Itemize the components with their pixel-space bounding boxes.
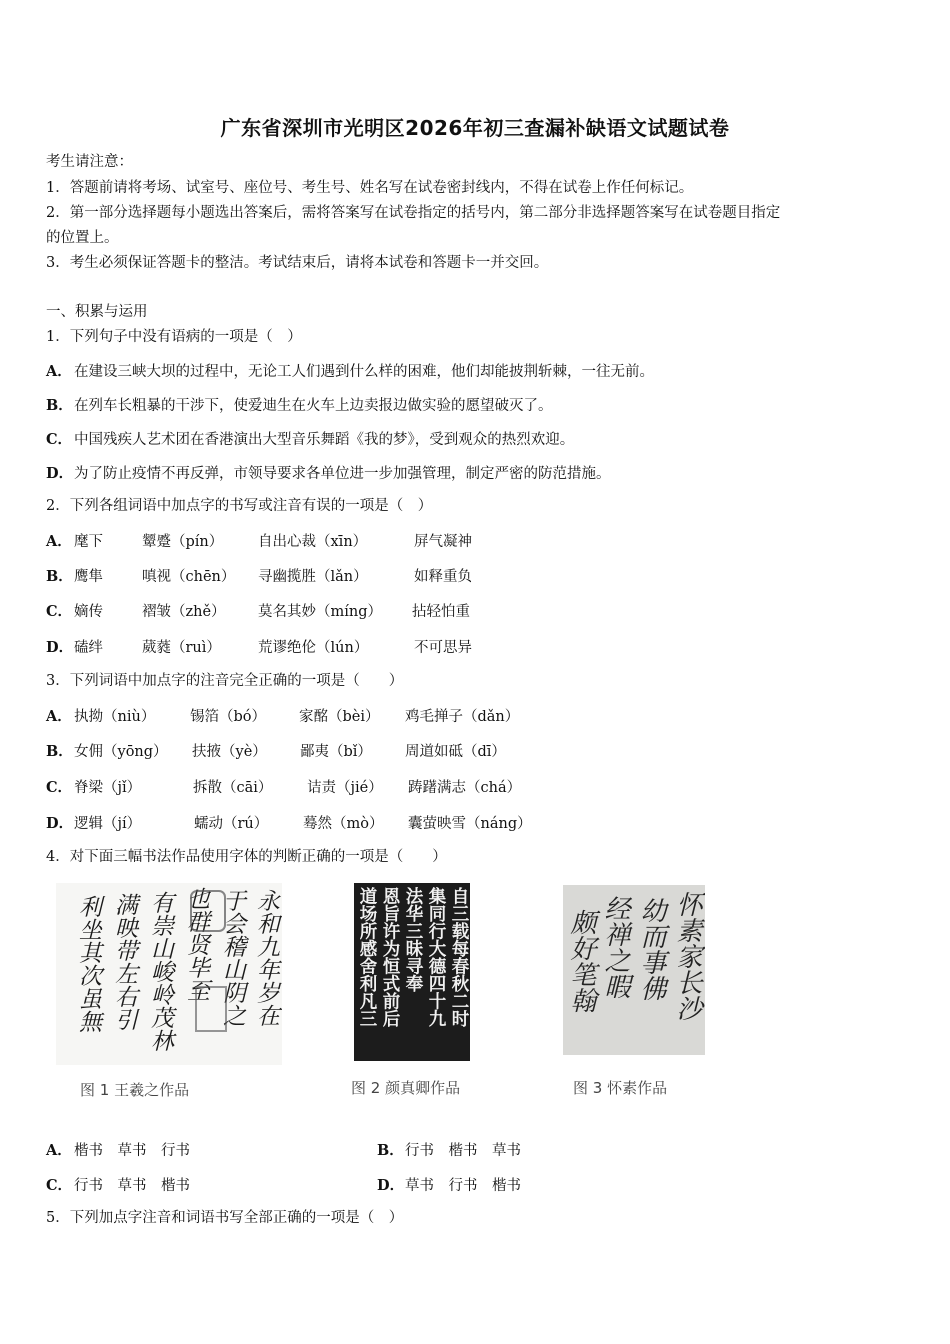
question-4-stem: 4．对下面三幅书法作品使用字体的判断正确的一项是（ ） bbox=[46, 849, 447, 865]
calligraphy-column: 恩旨许为恒式前后 bbox=[380, 887, 400, 1027]
question-4-option-c[interactable] bbox=[46, 1174, 190, 1195]
option-word: 不可思异 bbox=[414, 640, 472, 656]
option-word: 蠕动（rú） bbox=[194, 816, 269, 832]
calligraphy-column: 道场所感舍利凡三 bbox=[357, 887, 377, 1027]
option-text: 在建设三峡大坝的过程中，无论工人们遇到什么样的困难，他们却能披荆斩棘，一往无前。 bbox=[74, 364, 654, 380]
option-label: D． bbox=[377, 1177, 405, 1194]
option-word: 鸡毛掸子（dǎn） bbox=[405, 709, 520, 725]
option-word: 囊萤映雪（náng） bbox=[408, 816, 532, 832]
question-5-stem: 5．下列加点字注音和词语书写全部正确的一项是（ ） bbox=[46, 1210, 404, 1226]
option-word: 如释重负 bbox=[414, 569, 472, 585]
option-label: C． bbox=[46, 779, 73, 796]
option-label: C． bbox=[46, 1177, 73, 1194]
calligraphy-column: 颇好笔翰 bbox=[566, 909, 596, 1013]
option-text: 草书 行书 楷书 bbox=[405, 1178, 521, 1194]
calligraphy-column: 有崇山峻岭茂林 bbox=[147, 891, 173, 1052]
option-word: 嗔视（chēn） bbox=[142, 569, 236, 585]
option-text: 为了防止疫情不再反弹，市领导要求各单位进一步加强管理，制定严密的防范措施。 bbox=[74, 466, 611, 482]
calligraphy-column: 永和九年岁在 bbox=[253, 889, 279, 1027]
question-1-option-b[interactable] bbox=[46, 394, 553, 415]
option-word: 寻幽揽胜（lǎn） bbox=[258, 569, 368, 585]
option-label: D． bbox=[46, 639, 74, 656]
option-word: 锡箔（bó） bbox=[190, 709, 267, 725]
option-label: D． bbox=[46, 815, 74, 832]
question-1-option-c[interactable] bbox=[46, 428, 574, 449]
calligraphy-figure-1 bbox=[56, 883, 282, 1065]
option-word: 诘责（jié） bbox=[307, 780, 383, 796]
notice-heading: 考生请注意： bbox=[46, 154, 133, 170]
option-label: C． bbox=[46, 603, 73, 620]
calligraphy-column: 经禅之暇 bbox=[600, 895, 630, 999]
option-label: A． bbox=[46, 363, 72, 380]
option-word: 拈轻怕重 bbox=[412, 604, 470, 620]
calligraphy-column: 于会稽山阴之 bbox=[219, 889, 245, 1027]
calligraphy-figure-2 bbox=[354, 883, 470, 1061]
calligraphy-figure-3 bbox=[563, 885, 705, 1055]
question-4-option-b[interactable] bbox=[377, 1139, 521, 1160]
option-word: 执拗（niù） bbox=[74, 709, 156, 725]
option-word: 鹰隼 bbox=[74, 569, 103, 585]
option-label: C． bbox=[46, 431, 73, 448]
figure-3-caption: 图 3 怀素作品 bbox=[573, 1079, 668, 1097]
calligraphy-column: 怀素家长沙 bbox=[672, 891, 702, 1021]
section-heading: 一、积累与运用 bbox=[46, 304, 148, 320]
calligraphy-column: 法华三昧寻奉 bbox=[403, 887, 423, 992]
option-word: 颦蹙（pín） bbox=[142, 534, 224, 550]
option-text: 楷书 草书 行书 bbox=[74, 1143, 190, 1159]
option-label: B． bbox=[46, 568, 73, 585]
option-label: A． bbox=[46, 708, 72, 725]
question-1-stem: 1．下列句子中没有语病的一项是（ ） bbox=[46, 329, 302, 345]
option-label: D． bbox=[46, 465, 74, 482]
option-text: 行书 草书 楷书 bbox=[74, 1178, 190, 1194]
question-1-option-a[interactable] bbox=[46, 360, 654, 381]
option-word: 扶掖（yè） bbox=[192, 744, 267, 760]
notice-item: 2．第一部分选择题每小题选出答案后，需将答案写在试卷指定的括号内，第二部分非选择题答案写在试卷题目指定 bbox=[46, 205, 781, 221]
question-1-option-d[interactable] bbox=[46, 462, 611, 483]
calligraphy-column: 集同行大德四十九 bbox=[426, 887, 446, 1027]
option-word: 屏气凝神 bbox=[414, 534, 472, 550]
question-4-option-a[interactable] bbox=[46, 1139, 190, 1160]
option-word: 脊梁（jǐ） bbox=[74, 780, 142, 796]
figure-2-caption: 图 2 颜真卿作品 bbox=[351, 1079, 461, 1097]
question-4-option-d[interactable] bbox=[377, 1174, 521, 1195]
option-word: 拆散（cāi） bbox=[193, 780, 273, 796]
option-word: 女佣（yōng） bbox=[74, 744, 168, 760]
option-word: 葳蕤（ruì） bbox=[142, 640, 221, 656]
option-word: 周道如砥（dī） bbox=[405, 744, 506, 760]
option-label: A． bbox=[46, 1142, 72, 1159]
option-word: 家酩（bèi） bbox=[299, 709, 380, 725]
option-label: B． bbox=[46, 397, 73, 414]
option-label: B． bbox=[377, 1142, 404, 1159]
notice-item: 的位置上。 bbox=[46, 230, 119, 246]
calligraphy-column: 自三载每春秋二时 bbox=[449, 887, 469, 1027]
question-2-stem: 2．下列各组词语中加点字的书写或注音有误的一项是（ ） bbox=[46, 498, 433, 514]
option-word: 自出心裁（xīn） bbox=[258, 534, 368, 550]
option-word: 褶皱（zhě） bbox=[142, 604, 226, 620]
notice-item: 1．答题前请将考场、试室号、座位号、考生号、姓名写在试卷密封线内，不得在试卷上作任何标记。 bbox=[46, 180, 694, 196]
option-word: 麾下 bbox=[74, 534, 103, 550]
option-word: 荒谬绝伦（lún） bbox=[258, 640, 369, 656]
option-word: 踌躇满志（chá） bbox=[408, 780, 522, 796]
calligraphy-column: 利坐其次虽無 bbox=[75, 895, 101, 1033]
calligraphy-column: 幼而事佛 bbox=[636, 897, 666, 1001]
option-word: 磕绊 bbox=[74, 640, 103, 656]
notice-item: 3．考生必须保证答题卡的整洁。考试结束后，请将本试卷和答题卡一并交回。 bbox=[46, 255, 549, 271]
question-3-stem: 3．下列词语中加点字的注音完全正确的一项是（ ） bbox=[46, 673, 404, 689]
option-text: 中国残疾人艺术团在香港演出大型音乐舞蹈《我的梦》，受到观众的热烈欢迎。 bbox=[74, 432, 575, 448]
option-word: 鄙夷（bǐ） bbox=[300, 744, 372, 760]
calligraphy-column: 满映带左右引 bbox=[111, 893, 137, 1031]
calligraphy-column: 也群贤毕至 bbox=[183, 887, 209, 1002]
option-word: 嫡传 bbox=[74, 604, 103, 620]
option-word: 莫名其妙（míng） bbox=[258, 604, 383, 620]
figure-1-caption: 图 1 王羲之作品 bbox=[80, 1081, 190, 1099]
page-title: 广东省深圳市光明区2026年初三查漏补缺语文试题试卷 bbox=[220, 116, 730, 140]
option-label: B． bbox=[46, 743, 73, 760]
option-text: 在列车长粗暴的干涉下，使爱迪生在火车上边卖报边做实验的愿望破灭了。 bbox=[74, 398, 553, 414]
option-word: 逻辑（jí） bbox=[74, 816, 142, 832]
option-label: A． bbox=[46, 533, 72, 550]
option-word: 蓦然（mò） bbox=[303, 816, 384, 832]
option-text: 行书 楷书 草书 bbox=[405, 1143, 521, 1159]
